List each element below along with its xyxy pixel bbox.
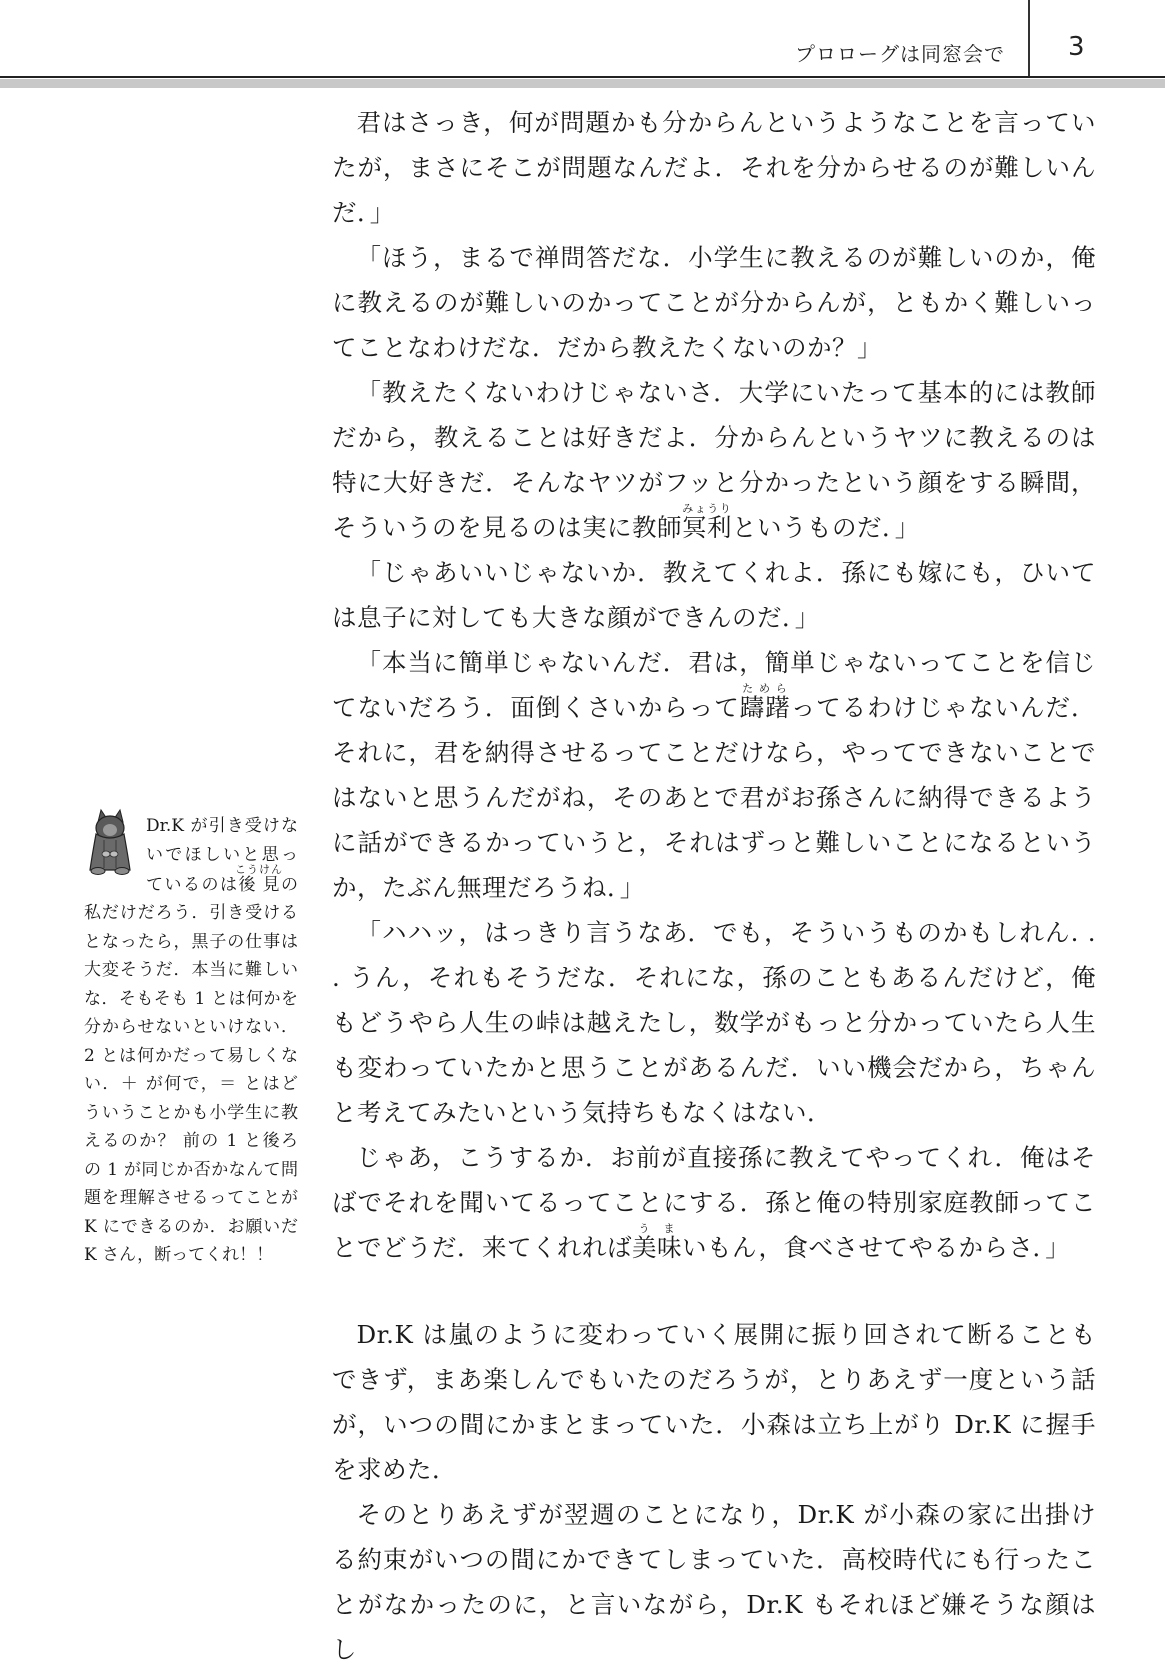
paragraph-3-ruby-base: 冥利 bbox=[682, 513, 732, 542]
margin-note-ruby-reading: こうけん bbox=[235, 862, 283, 876]
paragraph-9: そのとりあえずが翌週のことになり，Dr.K が小森の家に出掛ける約束がいつの間にかできてしまっていた．高校時代にも行ったことがなかったのに，と言いながら，Dr.K もそれほど嫌そうな顔はし bbox=[332, 1500, 1096, 1664]
paragraph-6: 「ハハッ，はっきり言うなあ．でも，そういうものかもしれん. . . うん，それもそうだな．それにな，孫のこともあるんだけど，俺もどうやら人生の峠は越えたし，数学がもっと分かっていたら人生も変わっていたかと思うことがあるんだ．いい機会だから，ちゃんと考えてみたいという気持ちもなくはない． bbox=[332, 918, 1096, 1127]
paragraph-3-text-a: 「教えたくないわけじゃないさ．大学にいたって基本的には教師だから，教えることは好きだよ．分からんというヤツに教えるのは特に大好きだ．そんなヤツがフッと分かったという顔をする瞬間，そういうのを見るのは実に教師 bbox=[332, 378, 1096, 542]
margin-note-text-2: の私だけだろう．引き受けるとなったら，黒子の仕事は大変そうだ．本当に難しいな．そもそも 1 とは何かを分からせないといけない．2 とは何かだって易しくない．＋ が何で，＝ とはどういうことかも小学生に教えるのか？ 前の 1 と後ろの 1 が同じか否かなんて問題を理解させるってことが K にできるのか．お願いだ K さん，断ってくれ！！ bbox=[84, 874, 298, 1265]
header-divider bbox=[1028, 0, 1030, 77]
margin-note-ruby bbox=[235, 862, 283, 895]
paragraph-7-ruby-reading: うま bbox=[632, 1222, 682, 1235]
paragraph-2: 「ほう，まるで禅問答だな．小学生に教えるのが難しいのか，俺に教えるのが難しいのかってことが分からんが，ともかく難しいってことなわけだな．だから教えたくないのか？」 bbox=[332, 243, 1096, 362]
page-header bbox=[0, 0, 1165, 90]
paragraph-5 bbox=[332, 640, 1096, 910]
paragraph-7-ruby-base: 美味 bbox=[632, 1233, 682, 1262]
margin-note-text-1: Dr.K が引き受けないでほしいと思っているのは bbox=[146, 816, 298, 895]
paragraph-8: Dr.K は嵐のように変わっていく展開に振り回されて断ることもできず，まあ楽しんでもいたのだろうが，とりあえず一度という話が，いつの間にかまとまっていた．小森は立ち上がり Dr.K に握手を求めた． bbox=[332, 1320, 1096, 1484]
paragraph-7-text-b: いもん，食べさせてやるからさ．」 bbox=[682, 1233, 1071, 1262]
paragraph-7 bbox=[332, 1135, 1096, 1270]
paragraph-3-ruby bbox=[682, 502, 732, 542]
paragraph-3-text-b: というものだ．」 bbox=[732, 513, 920, 542]
page-number: 3 bbox=[1068, 32, 1085, 62]
margin-note-ruby-base: 後見 bbox=[235, 874, 283, 895]
paragraph-7-ruby bbox=[632, 1222, 682, 1262]
paragraph-5-ruby-base: 躊躇 bbox=[739, 693, 791, 722]
paragraph-4: 「じゃあいいじゃないか．教えてくれよ．孫にも嫁にも，ひいては息子に対しても大きな顔ができんのだ．」 bbox=[332, 558, 1096, 632]
header-rule bbox=[0, 76, 1165, 78]
paragraph-5-text-b: ってるわけじゃないんだ．それに，君を納得させるってことだけなら，やってできないことではないと思うんだがね，そのあとで君がお孫さんに納得できるように話ができるかっていうと，それはずっと難しいことになるというか，たぶん無理だろうね．」 bbox=[332, 693, 1097, 902]
main-text bbox=[332, 100, 1096, 1672]
paragraph-3-ruby-reading: みょうり bbox=[682, 502, 732, 515]
paragraph-5-ruby-reading: ためら bbox=[739, 682, 791, 695]
header-band bbox=[0, 79, 1165, 88]
hooded-cat-mascot-icon bbox=[84, 808, 136, 876]
section-break bbox=[332, 1270, 1096, 1312]
running-title: プロローグは同窓会で bbox=[795, 42, 1005, 66]
paragraph-1: 君はさっき，何が問題かも分からんというようなことを言っていたが，まさにそこが問題なんだよ．それを分からせるのが難しいんだ．」 bbox=[332, 108, 1096, 227]
paragraph-5-text-a: 「本当に簡単じゃないんだ．君は，簡単じゃないってことを信じてないだろう．面倒くさいからって bbox=[332, 648, 1096, 722]
margin-note bbox=[84, 812, 298, 1270]
paragraph-5-ruby bbox=[739, 682, 791, 722]
paragraph-7-text-a: じゃあ，こうするか．お前が直接孫に教えてやってくれ．俺はそばでそれを聞いてるってことにする．孫と俺の特別家庭教師ってことでどうだ．来てくれれば bbox=[332, 1143, 1096, 1262]
paragraph-3 bbox=[332, 370, 1096, 550]
